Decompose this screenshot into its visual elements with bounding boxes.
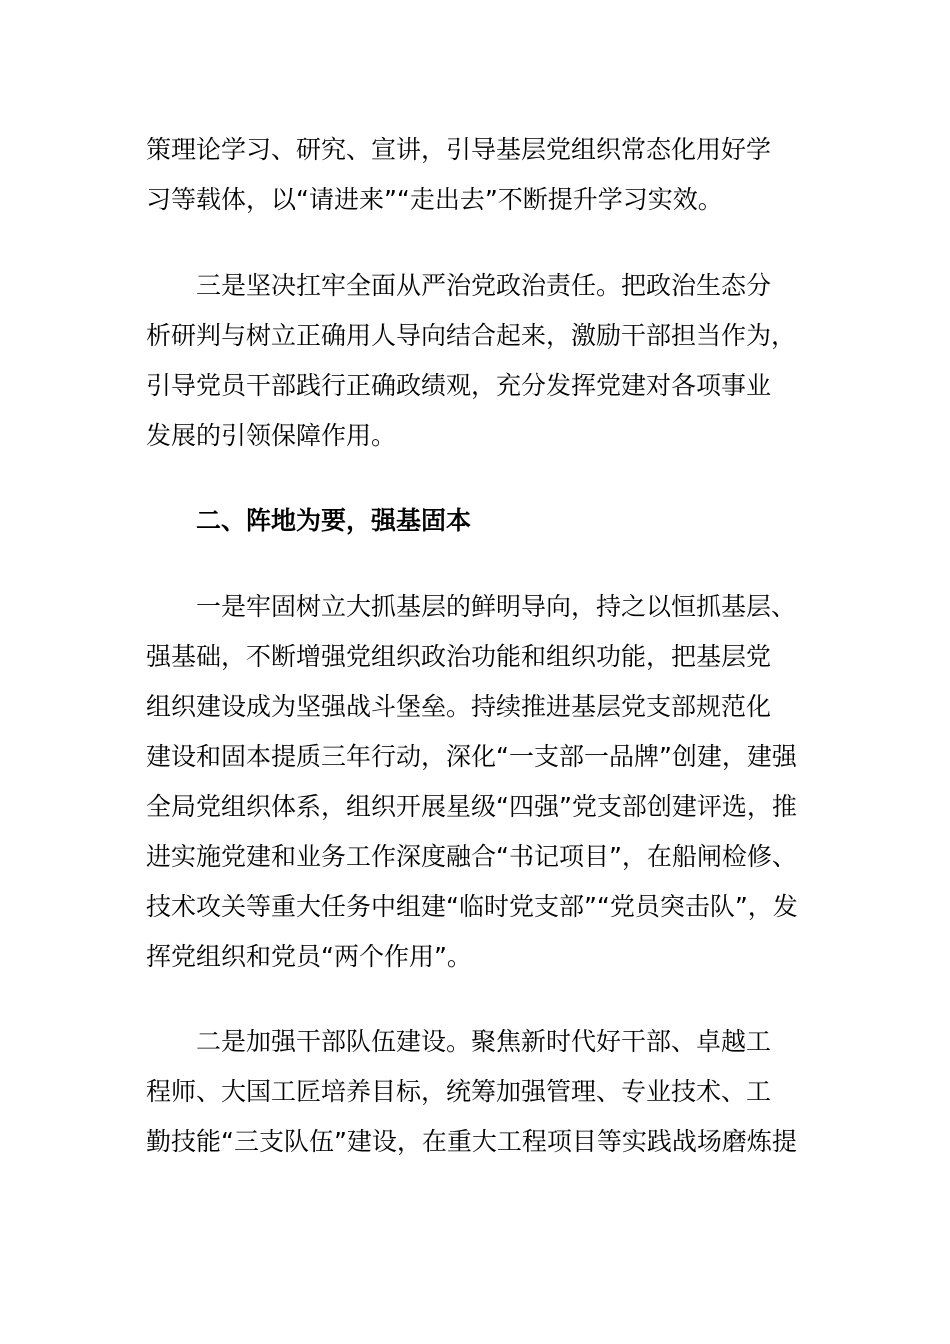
text-line: 挥党组织和党员“两个作用”。	[146, 942, 472, 971]
text-line: 组织建设成为坚强战斗堡垒。持续推进基层党支部规范化	[146, 692, 772, 721]
text-line: 强基础，不断增强党组织政治功能和组织功能，把基层党	[146, 642, 772, 671]
text-line: 二是加强干部队伍建设。聚焦新时代好干部、卓越工	[196, 1027, 772, 1056]
paragraph-continued	[146, 125, 802, 225]
text-line: 程师、大国工匠培养目标，统筹加强管理、专业技术、工	[146, 1077, 772, 1106]
text-line: 技术攻关等重大任务中组建“临时党支部”“党员突击队”，发	[146, 892, 798, 921]
text-line: 策理论学习、研究、宣讲，引导基层党组织常态化用好学	[146, 135, 772, 164]
paragraph-point-three	[146, 261, 802, 461]
text-line: 析研判与树立正确用人导向结合起来，激励干部担当作为，	[146, 321, 797, 350]
paragraph-point-one	[146, 582, 802, 982]
text-line: 建设和固本提质三年行动，深化“一支部一品牌”创建，建强	[146, 742, 797, 771]
text-line: 三是坚决扛牢全面从严治党政治责任。把政治生态分	[196, 271, 772, 300]
text-line: 习等载体，以“请进来”“走出去”不断提升学习实效。	[146, 185, 723, 214]
text-line: 全局党组织体系，组织开展星级“四强”党支部创建评选，推	[146, 792, 797, 821]
heading-text: 二、阵地为要，强基固本	[196, 506, 472, 535]
text-line: 引导党员干部践行正确政绩观，充分发挥党建对各项事业	[146, 371, 772, 400]
text-line: 发展的引领保障作用。	[146, 421, 397, 450]
text-line: 进实施党建和业务工作深度融合“书记项目”，在船闸检修、	[146, 842, 797, 871]
section-heading	[146, 496, 802, 546]
text-line: 勤技能“三支队伍”建设，在重大工程项目等实践战场磨炼提	[146, 1127, 797, 1156]
paragraph-point-two	[146, 1017, 802, 1167]
text-line: 一是牢固树立大抓基层的鲜明导向，持之以恒抓基层、	[196, 592, 797, 621]
